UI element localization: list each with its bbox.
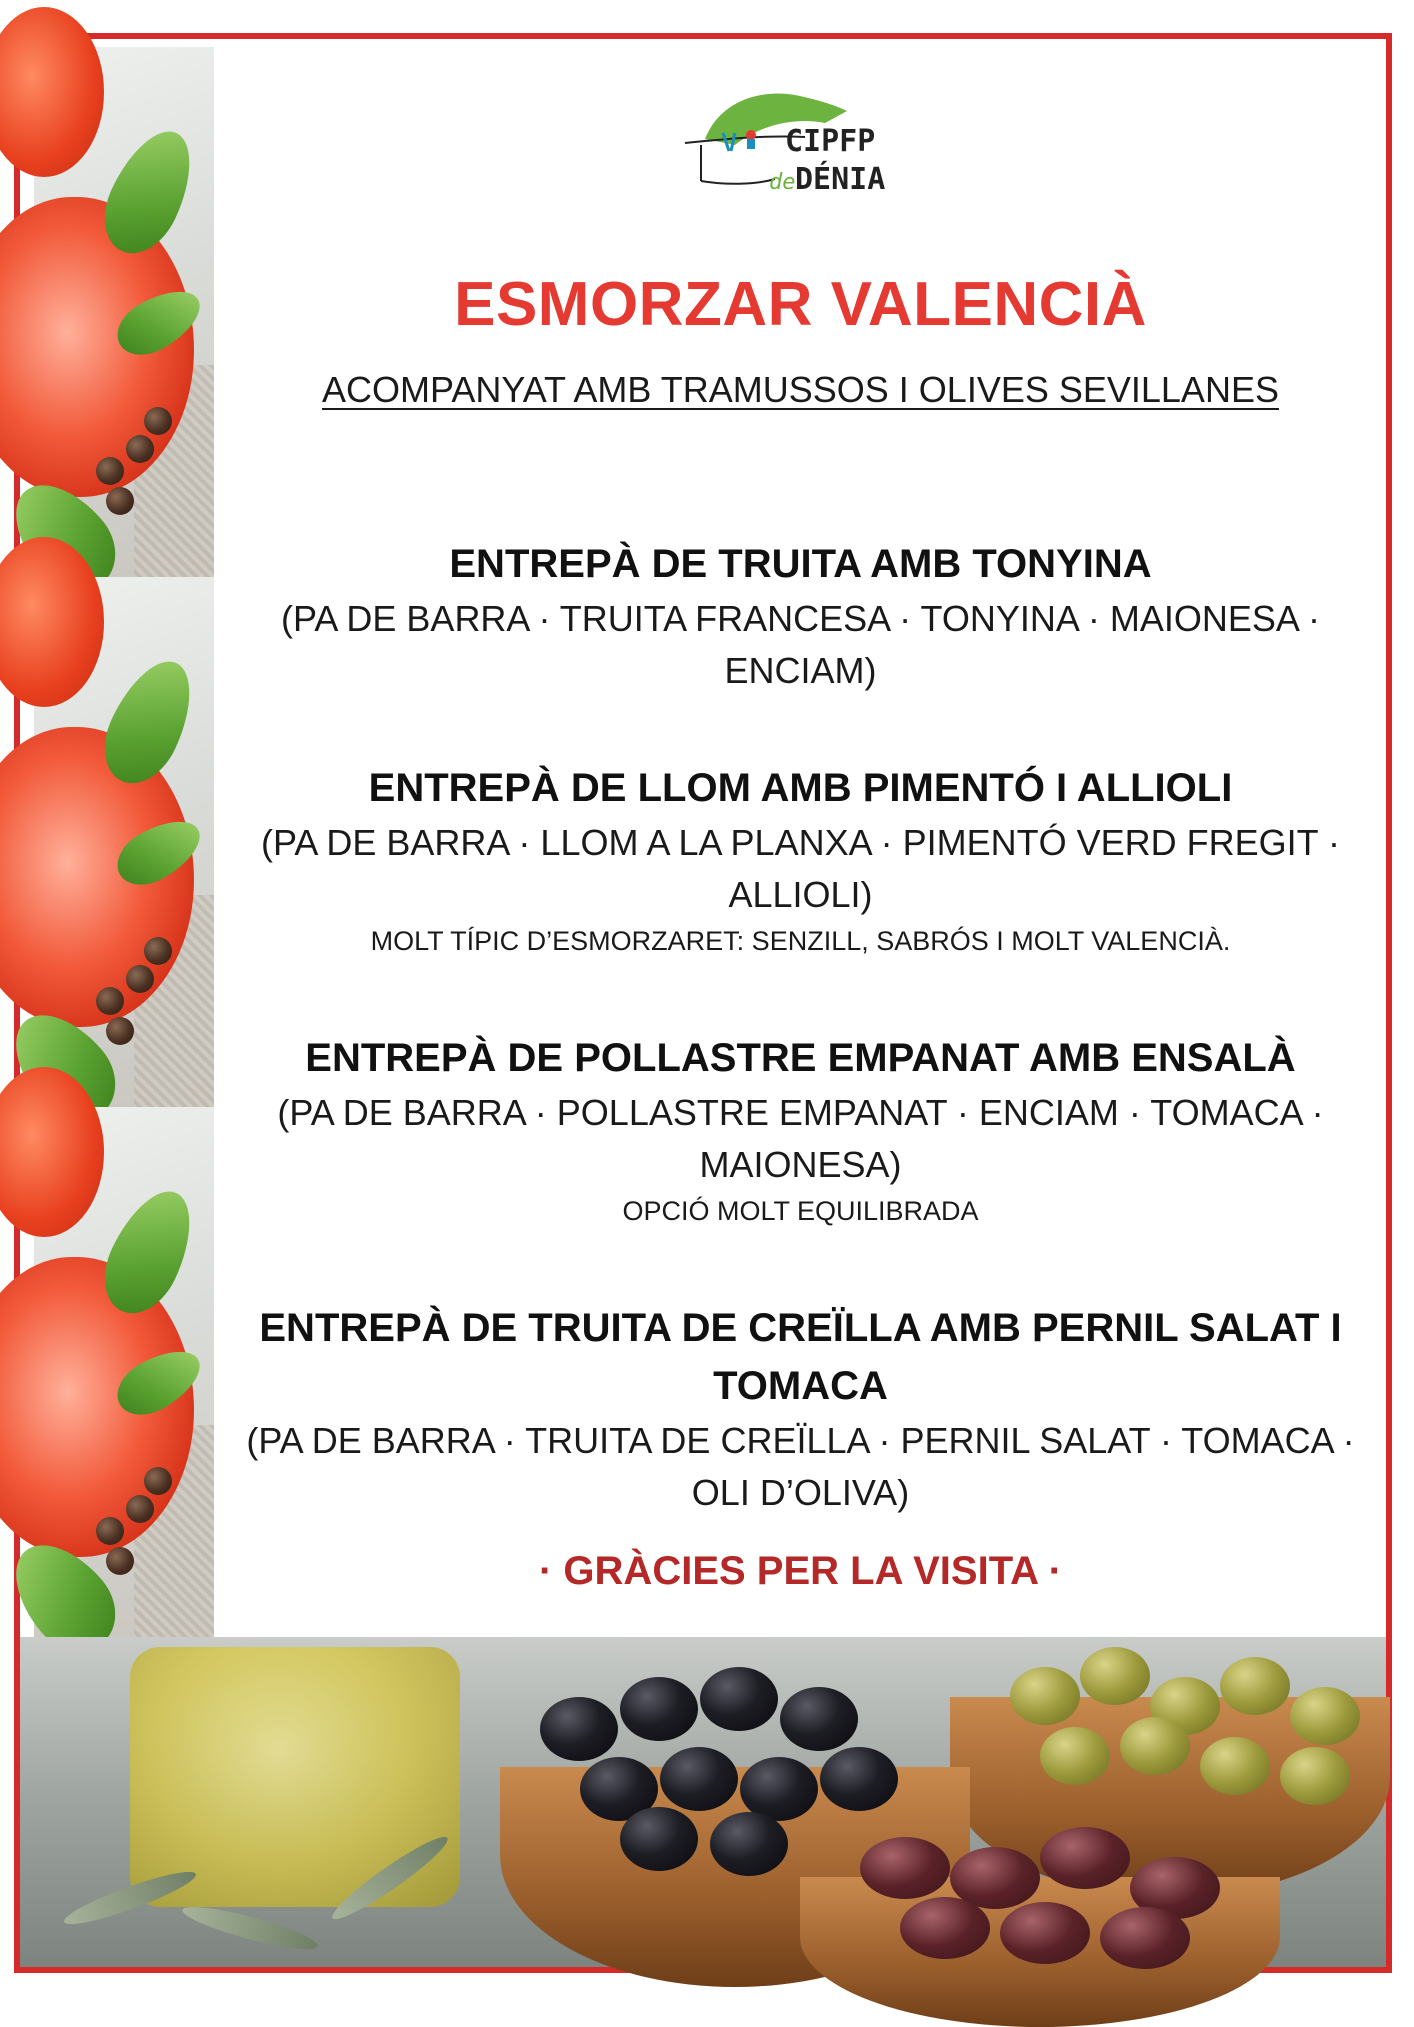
tomato-photo-tile	[34, 577, 214, 1107]
cipfp-denia-logo	[665, 81, 886, 201]
menu-item-note: MOLT TÍPIC D’ESMORZARET: SENZILL, SABRÓS I MOLT VALENCIÀ.	[370, 926, 1231, 956]
menu-item-description: (PA DE BARRA · TRUITA DE CREÏLLA · PERNIL SALAT · TOMACA · OLI D’OLIVA)	[246, 1420, 1355, 1513]
menu-page	[14, 33, 1392, 1973]
menu-item-name: ENTREPÀ DE TRUITA DE CREÏLLA AMB PERNIL SALAT I TOMACA	[259, 1306, 1342, 1408]
logo-line2: DÉNIA	[795, 162, 886, 197]
menu-item-description: (PA DE BARRA · TRUITA FRANCESA · TONYINA · MAIONESA · ENCIAM)	[281, 598, 1320, 691]
thanks-message: · GRÀCIES PER LA VISITA ·	[539, 1549, 1062, 1593]
olives-photo-banner	[20, 1637, 1386, 1967]
menu-item-note: OPCIÓ MOLT EQUILIBRADA	[622, 1196, 979, 1226]
menu-item-name: ENTREPÀ DE POLLASTRE EMPANAT AMB ENSALÀ	[305, 1036, 1296, 1080]
logo-line1: CIPFP	[785, 124, 876, 159]
menu-item	[235, 1299, 1366, 1519]
menu-content	[215, 39, 1386, 1629]
menu-item-name: ENTREPÀ DE LLOM AMB PIMENTÓ I ALLIOLI	[368, 766, 1233, 810]
menu-item	[235, 535, 1366, 697]
menu-item	[235, 759, 1366, 961]
page-subtitle: ACOMPANYAT AMB TRAMUSSOS I OLIVES SEVILLANES	[322, 369, 1279, 410]
menu-item-description: (PA DE BARRA · POLLASTRE EMPANAT · ENCIAM · TOMACA · MAIONESA)	[277, 1092, 1324, 1185]
tomato-photo-tile	[34, 47, 214, 577]
menu-item-description: (PA DE BARRA · LLOM A LA PLANXA · PIMENTÓ VERD FREGIT · ALLIOLI)	[261, 822, 1340, 915]
menu-item-name: ENTREPÀ DE TRUITA AMB TONYINA	[449, 542, 1152, 586]
menu-item	[235, 1029, 1366, 1231]
logo-line2-prefix: de	[769, 170, 796, 195]
page-title: ESMORZAR VALENCIÀ	[454, 270, 1147, 339]
left-decorative-strip	[34, 47, 214, 1637]
tomato-photo-tile	[34, 1107, 214, 1637]
